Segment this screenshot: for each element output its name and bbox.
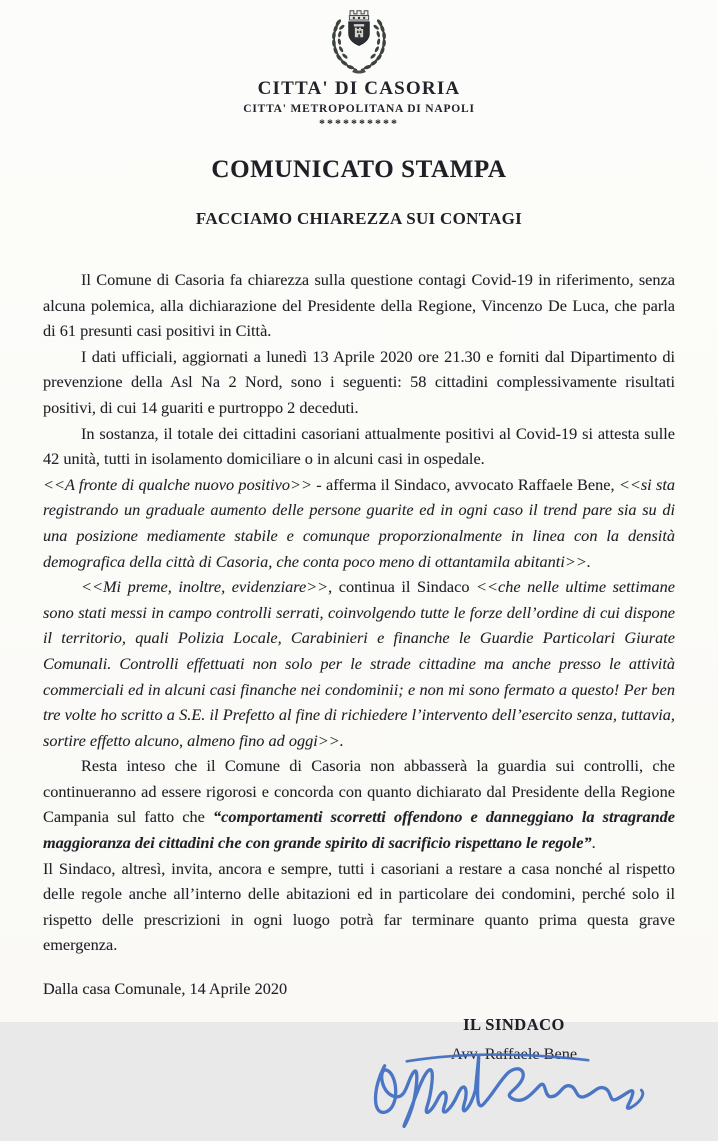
metro-name: CITTA' METROPOLITANA DI NAPOLI xyxy=(243,103,475,115)
text-run: In sostanza, il totale dei cittadini casoriani attualmente positivi al Covid-19 si attesta sulle 42 unità, tutti in isolamento domiciliare o in alcuni casi in ospedale. xyxy=(43,423,675,469)
shield-icon xyxy=(349,22,370,46)
paragraphs xyxy=(43,267,675,958)
paragraph xyxy=(43,267,675,344)
ribbon-icon xyxy=(352,69,366,74)
text-run: <<si sta registrando un graduale aumento delle persone guarite ed in ogni caso il trend pare sia su di una posizione mediamente stabile e comunque proporzionalmente in linea con la densità demografica della città di Casoria, che conta poco meno di ottantamila abitanti>>. xyxy=(43,474,675,571)
crown-icon xyxy=(349,11,368,20)
text-run: . xyxy=(591,833,596,853)
stars-divider: ********** xyxy=(319,116,399,130)
paragraph xyxy=(43,856,675,958)
paragraph xyxy=(43,574,675,753)
text-run: Il Comune di Casoria fa chiarezza sulla questione contagi Covid-19 in riferimento, senza alcuna polemica, alla dichiarazione del Presidente della Regione, Vincenzo De Luca, che parla di 61 presunti casi positivi in Città. xyxy=(43,270,675,341)
paragraph xyxy=(43,344,675,421)
city-crest-icon xyxy=(320,8,398,74)
dateline: Dalla casa Comunale, 14 Aprile 2020 xyxy=(43,979,288,999)
document-title: COMUNICATO STAMPA xyxy=(211,156,507,183)
text-run: “comportamenti scorretti offendono e danneggiano la stragrande maggioranza dei cittadini che con grande spirito di sacrificio rispettano le regole” xyxy=(43,807,676,853)
paragraph xyxy=(43,753,675,855)
text-run: <<che nelle ultime settimane sono stati messi in campo controlli serrati, coinvolgendo tutte le forze dell’ordine di cui dispone il territorio, quali Polizia Locale, Carabinieri e finanche le Guardie Particolari Giurate Comunali. Controlli effettuati non solo per le strade cittadine ma anche presso le attività commerciali ed in alcuni casi finanche nei condominii; e non mi sono fermato a questo! Per ben tre volte ho scritto a S.E. il Prefetto al fine di richiedere l’intervento dell’esercito senza, tuttavia, sortire effetto alcuno, almeno fino ad oggi>>. xyxy=(43,577,675,750)
document-subtitle: FACCIAMO CHIAREZZA SUI CONTAGI xyxy=(195,209,523,228)
text-run: Il Sindaco, altresì, invita, ancora e sempre, tutti i casoriani a restare a casa nonché al rispetto delle regole anche all’interno delle abitazioni ed in particolare dei condomini, perché solo il rispetto delle prescrizioni in ogni luogo potrà far terminare quanto prima questa grave emergenza. xyxy=(43,858,675,955)
city-name: CITTA' DI CASORIA xyxy=(257,78,461,99)
text-run: I dati ufficiali, aggiornati a lunedì 13 Aprile 2020 ore 21.30 e forniti dal Dipartimento di prevenzione della Asl Na 2 Nord, sono i seguenti: 58 cittadini complessivamente risultati positivi, di cui 14 guariti e purtroppo 2 deceduti. xyxy=(43,346,675,417)
paragraph xyxy=(43,472,675,574)
text-run: Resta inteso che il Comune di Casoria non abbasserà la guardia sui controlli, che continueranno ad essere rigorosi e concorda con quanto dichiarato dal Presidente della Regione Campania sul fatto che xyxy=(43,756,675,827)
signature-role: IL SINDACO xyxy=(463,1015,565,1035)
signature-block xyxy=(390,1015,638,1064)
text-run: <<Mi preme, inoltre, evidenziare>> xyxy=(81,577,329,597)
text-run: <<A fronte di qualche nuovo positivo>> xyxy=(43,474,312,494)
signature-name: Avv. Raffaele Bene xyxy=(450,1044,578,1064)
text-run: , continua il Sindaco xyxy=(328,577,477,597)
text-run: - afferma il Sindaco, avvocato Raffaele Bene, xyxy=(311,474,619,494)
paragraph xyxy=(43,421,675,472)
letterhead xyxy=(0,0,718,131)
